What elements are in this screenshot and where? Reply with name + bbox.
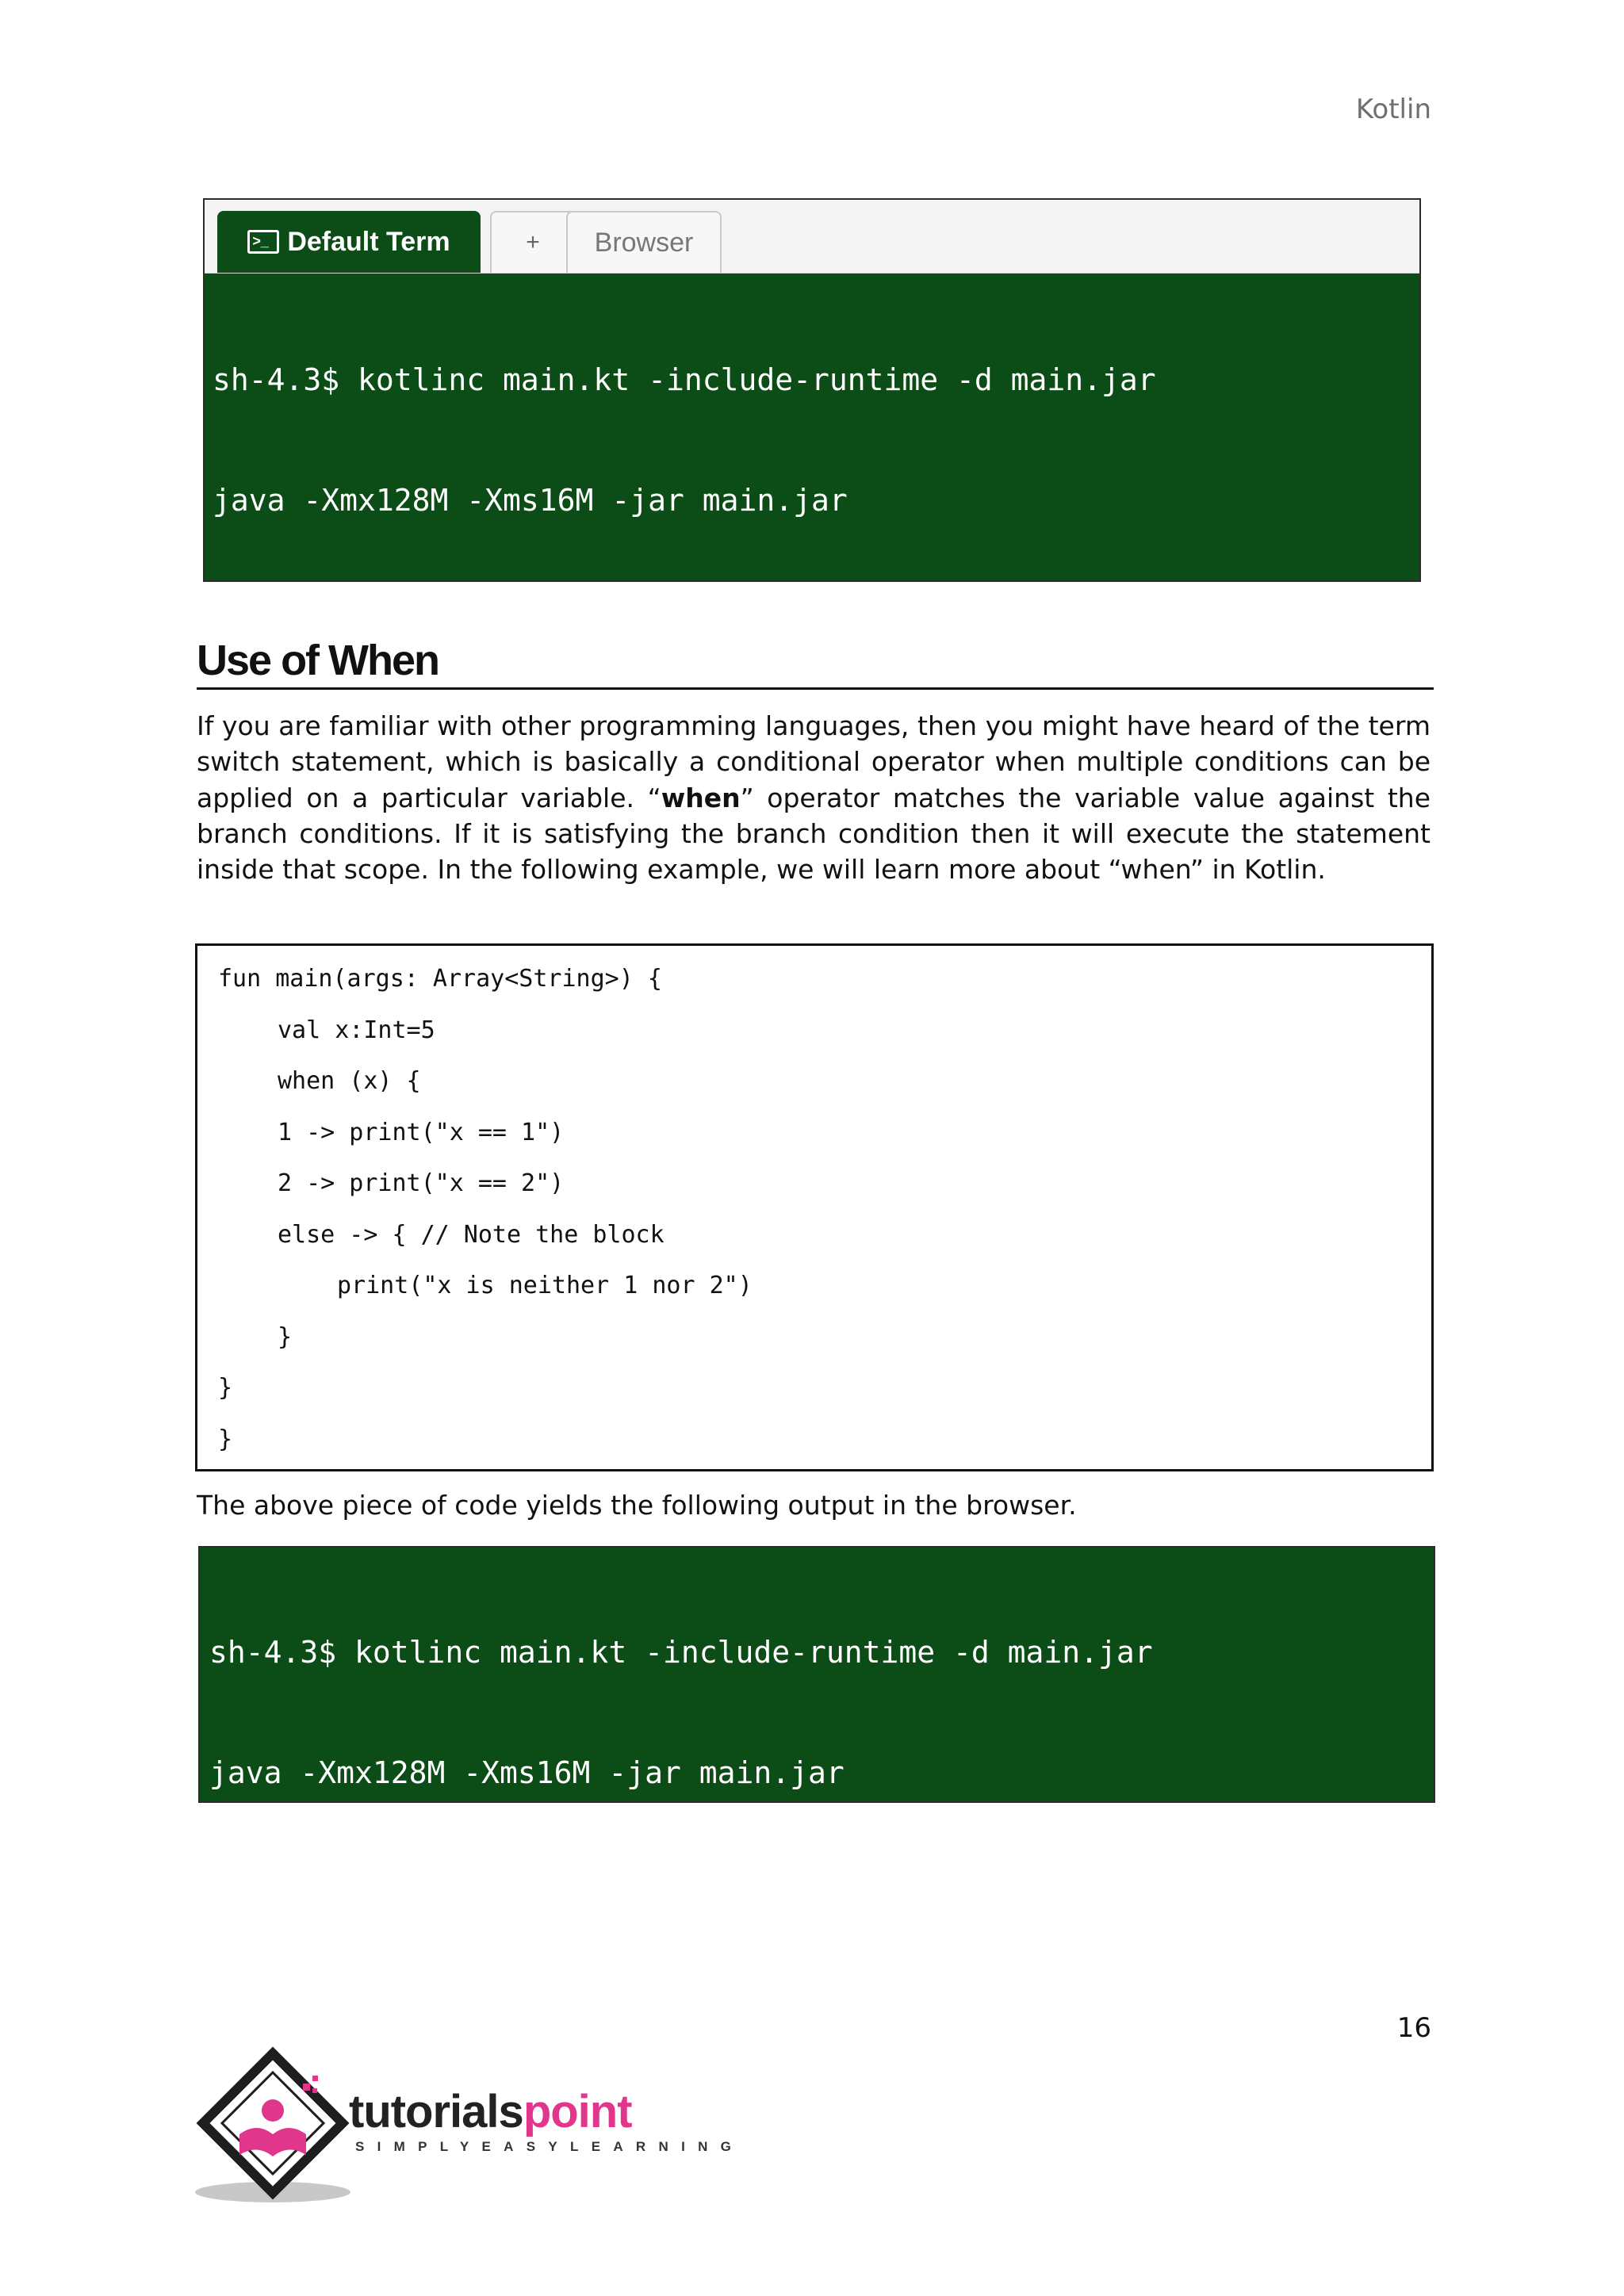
- terminal-line: sh-4.3$ kotlinc main.kt -include-runtime -d main.jar: [213, 362, 1156, 397]
- body-paragraph: [197, 708, 1431, 887]
- tab-label: Default Term: [287, 226, 450, 257]
- code-line: 1 -> print("x == 1"): [278, 1118, 565, 1146]
- terminal-output[interactable]: [205, 274, 1419, 582]
- code-line: }: [218, 1374, 233, 1402]
- plus-icon: +: [526, 229, 540, 255]
- tab-browser[interactable]: [566, 211, 722, 273]
- logo-tagline: SIMPLYEASYLEARNING: [355, 2139, 745, 2154]
- logo-word-point: point: [523, 2086, 632, 2137]
- terminal-window: [203, 198, 1421, 582]
- terminal-icon: >_: [247, 230, 279, 254]
- terminal-output[interactable]: [200, 1548, 1434, 1803]
- paragraph-text: If you are familiar with other programming languages, then you might have heard of the term switch statement, which is basically a conditional operator when multiple conditions can be applied on a particular variable. “: [197, 710, 1431, 813]
- code-line: }: [278, 1322, 293, 1351]
- code-line: val x:Int=5: [278, 1016, 435, 1044]
- terminal-line: sh-4.3$ kotlinc main.kt -include-runtime -d main.jar: [209, 1635, 1153, 1670]
- tab-default-term[interactable]: [217, 211, 481, 273]
- caption-text: The above piece of code yields the following output in the browser.: [197, 1490, 1077, 1521]
- code-line: fun main(args: Array<String>) {: [218, 965, 662, 993]
- code-line: }: [218, 1425, 233, 1453]
- logo-wordmark: [349, 2088, 632, 2136]
- logo-word-tutorials: tutorials: [349, 2086, 523, 2137]
- logo-emblem-icon: [193, 2045, 352, 2204]
- running-header: Kotlin: [1355, 94, 1431, 125]
- code-line: 2 -> print("x == 2"): [278, 1169, 565, 1197]
- tab-label: Browser: [594, 227, 694, 258]
- code-line: print("x is neither 1 nor 2"): [337, 1272, 753, 1299]
- terminal-tab-bar: [205, 200, 1419, 274]
- terminal-line: java -Xmx128M -Xms16M -jar main.jar: [213, 482, 848, 518]
- page-number: 16: [1396, 2012, 1431, 2044]
- code-block: [195, 943, 1434, 1471]
- paragraph-keyword: when: [661, 782, 741, 813]
- paragraph-text: ” operator matches the variable value against the branch conditions. If it is satisfying the branch condition then it will execute the statement inside that scope. In the following example, we will learn more about “when” in Kotlin.: [197, 782, 1431, 886]
- section-heading: Use of When: [197, 634, 1434, 690]
- code-line: else -> { // Note the block: [278, 1220, 665, 1249]
- code-line: when (x) {: [278, 1067, 421, 1095]
- terminal-output-window: [198, 1546, 1435, 1803]
- new-tab-button[interactable]: [490, 211, 576, 273]
- terminal-line: java -Xmx128M -Xms16M -jar main.jar: [209, 1755, 845, 1790]
- tutorialspoint-logo: [193, 2045, 745, 2204]
